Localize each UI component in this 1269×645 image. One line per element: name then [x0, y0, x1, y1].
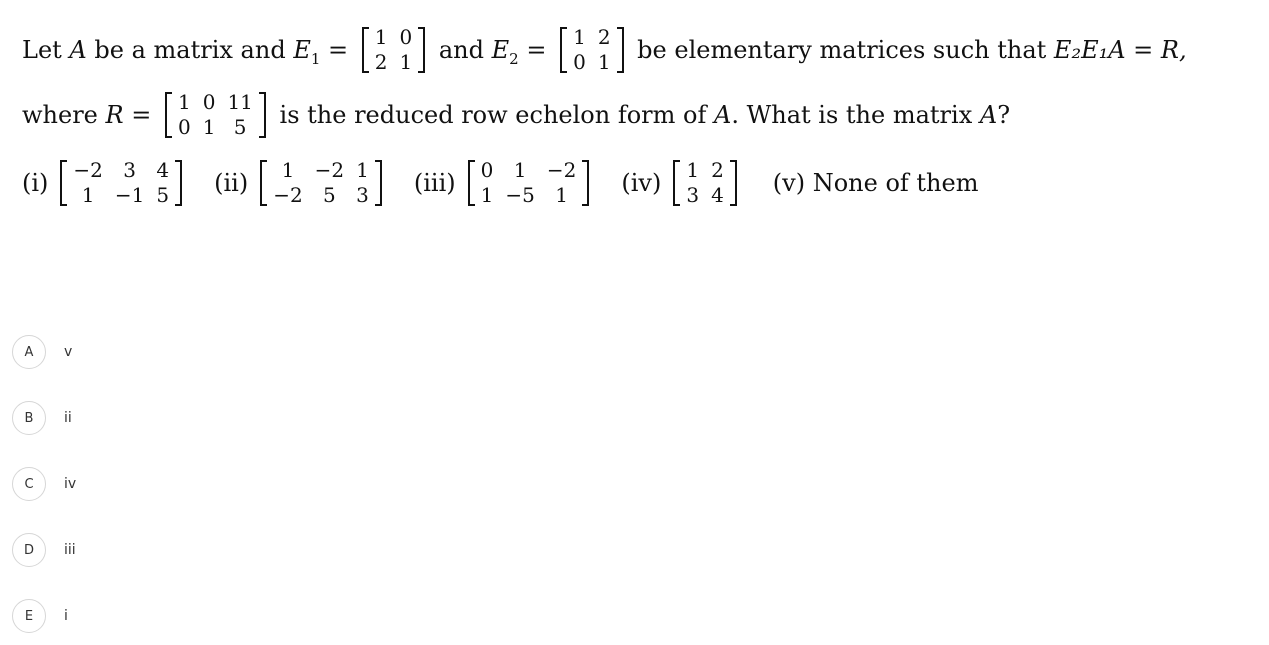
matrix-cell: 1 — [480, 183, 494, 207]
matrix-cell: −2 — [273, 183, 303, 207]
right-bracket — [582, 160, 589, 206]
choice-text-b: ii — [64, 410, 72, 426]
equals-sign: = — [518, 36, 555, 64]
question-text: . What is the matrix — [731, 101, 980, 129]
left-bracket — [165, 92, 172, 138]
choice-c[interactable] — [12, 467, 76, 501]
matrix-cell: 2 — [711, 158, 724, 182]
matrix-a-symbol: A — [979, 101, 998, 129]
matrix-cell: 5 — [156, 183, 170, 207]
question-line-2 — [22, 82, 1010, 148]
matrix-cell: 1 — [686, 158, 700, 182]
matrix-cell: 0 — [480, 158, 494, 182]
option-label-iv: (iv) — [621, 169, 662, 197]
left-bracket — [362, 27, 369, 73]
product-equation: E₂E₁A = R, — [1053, 36, 1187, 64]
matrix-cell: 5 — [323, 183, 336, 207]
matrix-cell: 0 — [399, 25, 413, 49]
choice-b[interactable] — [12, 401, 72, 435]
e2-symbol: $E_2$ — [491, 36, 519, 68]
choice-letter-c: C — [12, 467, 46, 501]
matrix-r — [165, 90, 266, 140]
matrix-e2 — [560, 25, 623, 75]
matrix-cell: −1 — [114, 183, 145, 207]
choice-e[interactable] — [12, 599, 68, 633]
matrix-cell: 0 — [177, 115, 191, 139]
question-text: be elementary matrices such that — [629, 36, 1054, 64]
matrix-cell: 0 — [202, 90, 216, 114]
choice-letter-a: A — [12, 335, 46, 369]
option-label-v: (v) None of them — [772, 169, 979, 197]
right-bracket — [418, 27, 425, 73]
matrix-cell: 1 — [573, 25, 586, 49]
matrix-cell: 1 — [177, 90, 191, 114]
option-matrix-ii — [260, 158, 382, 208]
choice-letter-b: B — [12, 401, 46, 435]
matrix-cell: 1 — [281, 158, 295, 182]
r-symbol: R — [105, 101, 124, 129]
matrix-cell: 1 — [356, 158, 369, 182]
left-bracket — [60, 160, 67, 206]
matrix-cell: 1 — [597, 50, 611, 74]
e1-symbol: $E_1$ — [293, 36, 321, 68]
choice-text-d: iii — [64, 542, 76, 558]
matrix-cell: −2 — [73, 158, 103, 182]
left-bracket — [560, 27, 567, 73]
choice-letter-e: E — [12, 599, 46, 633]
question-text: be a matrix and — [86, 36, 294, 64]
question-mark: ? — [997, 101, 1011, 129]
matrix-cell: −2 — [314, 158, 345, 182]
choice-text-c: iv — [64, 476, 77, 492]
option-label-iii: (iii) — [413, 169, 456, 197]
choice-d[interactable] — [12, 533, 76, 567]
choice-text-a: v — [64, 344, 73, 360]
question-text: where — [22, 101, 106, 129]
choice-a[interactable] — [12, 335, 72, 369]
matrix-cell: 0 — [573, 50, 586, 74]
answer-options-line — [22, 148, 978, 218]
matrix-cell: 1 — [555, 183, 568, 207]
matrix-cell: 3 — [356, 183, 369, 207]
matrix-a-symbol: A — [69, 36, 87, 64]
matrix-cell: 11 — [227, 90, 253, 114]
matrix-cell: 2 — [597, 25, 611, 49]
matrix-a-symbol: A — [713, 101, 732, 129]
left-bracket — [260, 160, 267, 206]
matrix-cell: 1 — [374, 25, 388, 49]
matrix-cell: 3 — [123, 158, 136, 182]
matrix-cell: 1 — [202, 115, 216, 139]
question-line-1 — [22, 18, 1187, 82]
option-label-ii: (ii) — [214, 169, 249, 197]
matrix-cell: 2 — [374, 50, 388, 74]
left-bracket — [673, 160, 680, 206]
right-bracket — [375, 160, 382, 206]
matrix-cell: 4 — [156, 158, 170, 182]
equals-sign: = — [123, 101, 159, 129]
option-matrix-iii — [468, 158, 590, 208]
option-matrix-i — [60, 158, 182, 208]
matrix-cell: 1 — [513, 158, 527, 182]
question-text: is the reduced row echelon form of — [271, 101, 714, 129]
option-matrix-iv — [673, 158, 736, 208]
matrix-cell: −2 — [546, 158, 577, 182]
option-label-i: (i) — [22, 169, 49, 197]
matrix-cell: 1 — [81, 183, 95, 207]
matrix-cell: 5 — [233, 115, 247, 139]
right-bracket — [617, 27, 624, 73]
question-text: and — [431, 36, 492, 64]
choice-text-e: i — [64, 608, 68, 624]
right-bracket — [259, 92, 266, 138]
equals-sign: = — [320, 36, 356, 64]
matrix-cell: 1 — [399, 50, 413, 74]
matrix-cell: −5 — [505, 183, 535, 207]
choice-letter-d: D — [12, 533, 46, 567]
right-bracket — [175, 160, 182, 206]
question-text: Let — [22, 36, 70, 64]
matrix-e1 — [362, 25, 425, 75]
matrix-cell: 3 — [686, 183, 700, 207]
right-bracket — [730, 160, 737, 206]
matrix-cell: 4 — [711, 183, 724, 207]
left-bracket — [468, 160, 475, 206]
